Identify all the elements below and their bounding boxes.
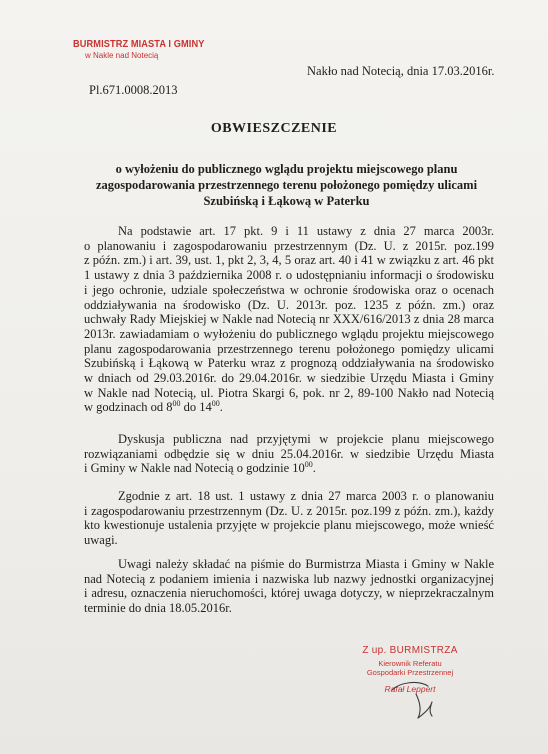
paragraph-line: w Nakle nad Notecią, ul. Piotra Skargi 6, pok. nr 2, 89-100 Nakło nad Notecią <box>84 385 494 400</box>
paragraph-public-discussion <box>84 432 494 476</box>
paragraph-line: kto kwestionuje ustalenia przyjęte w projekcie planu miejscowego, może wnieść <box>84 518 494 533</box>
signature-department: Gospodarki Przestrzennej <box>366 668 454 677</box>
hours-end-minutes: 00 <box>211 400 220 409</box>
reference-number: Pl.671.0008.2013 <box>89 83 178 97</box>
paragraph-line: uwagi. <box>84 533 118 548</box>
document-title: OBWIESZCZENIE <box>210 121 338 136</box>
hours-suffix: . <box>219 400 223 415</box>
discussion-time-prefix: i Gminy w Nakle nad Notecią o godzinie 10 <box>84 461 305 476</box>
signature-authority: Z up. BURMISTRZA <box>362 645 458 656</box>
stamp-office-location: w Nakle nad Notecią <box>85 51 159 60</box>
discussion-time-suffix: . <box>312 461 316 476</box>
paragraph-line: Na podstawie art. 17 pkt. 9 i 11 ustawy z dnia 27 marca 2003r. <box>118 224 494 238</box>
paragraph-line: 1 ustawy z dnia 3 października 2008 r. o udostępnianiu informacji o środowisku <box>84 268 494 283</box>
paragraph-line: w dniach od 29.03.2016r. do 29.04.2016r. w siedzibie Urzędu Miasta i Gminy <box>84 371 494 386</box>
paragraph-line: z późn. zm.) i art. 39, ust. 1, pkt 2, 3, 4, 5 oraz art. 40 i 41 w związku z art. 46 pkt <box>84 253 494 268</box>
paragraph-line <box>84 461 494 476</box>
signature-name: Rafał Leppert <box>384 684 436 694</box>
paragraph-legal-basis <box>84 224 494 415</box>
paragraph-line: i zagospodarowaniu przestrzennym (Dz. U. z 2015r. poz.199 z późn. zm.), każdy <box>84 503 494 518</box>
paragraph-line: o planowaniu i zagospodarowaniu przestrzennym (Dz. U. z 2015r. poz.199 <box>84 238 494 253</box>
paragraph-hours-line <box>84 400 494 415</box>
stamp-office-name: BURMISTRZ MIASTA I GMINY <box>73 38 205 50</box>
hours-start-minutes: 00 <box>172 400 181 409</box>
paragraph-line: i adresu, oznaczenia nieruchomości, której uwaga dotyczy, w nieprzekraczalnym <box>84 586 494 601</box>
subtitle-line: o wyłożeniu do publicznego wglądu projektu miejscowego planu <box>115 162 458 176</box>
paragraph-line: rozwiązaniami odbędzie się w dniu 25.04.2016r. w siedzibie Urzędu Miasta <box>84 446 494 461</box>
subtitle-line: zagospodarowania przestrzennego terenu położonego pomiędzy ulicami <box>95 178 478 192</box>
paragraph-right-to-comment <box>84 489 494 548</box>
paragraph-line: terminie do dnia 18.05.2016r. <box>84 601 232 616</box>
paragraph-line: Zgodnie z art. 18 ust. 1 ustawy z dnia 27 marca 2003 r. o planowaniu <box>118 489 494 503</box>
office-stamp <box>73 38 203 60</box>
discussion-time-minutes: 00 <box>304 461 313 470</box>
paragraph-line: nad Notecią z podaniem imienia i nazwiska lub nazwy jednostki organizacyjnej <box>84 571 494 586</box>
document-subtitle <box>84 161 489 209</box>
paragraph-line: oddziaływania na środowisko (Dz. U. 2013r. poz. 1235 z późn. zm.) oraz <box>84 297 494 312</box>
hours-prefix: w godzinach od 8 <box>84 400 173 415</box>
signature-position: Kierownik Referatu <box>378 659 442 668</box>
paragraph-line: Uwagi należy składać na piśmie do Burmistrza Miasta i Gminy w Nakle <box>118 557 494 571</box>
handwritten-signature <box>372 672 452 722</box>
paragraph-submission-info <box>84 557 494 616</box>
paragraph-line: i jego ochronie, udziale społeczeństwa w ochronie środowiska oraz o ocenach <box>84 282 494 297</box>
subtitle-line: Szubińską i Łąkową w Paterku <box>203 194 370 208</box>
place-and-date: Nakło nad Notecią, dnia 17.03.2016r. <box>307 64 495 78</box>
paragraph-line: Szubińską i Łąkową w Paterku wraz z prognozą oddziaływania na środowisko <box>84 356 494 371</box>
paragraph-line: uchwały Rady Miejskiej w Nakle nad Notecią nr XXX/616/2013 z dnia 28 marca <box>84 312 494 327</box>
paragraph-line: Dyskusja publiczna nad przyjętymi w projekcie planu miejscowego <box>118 432 494 446</box>
hours-mid: do 14 <box>180 400 212 415</box>
paragraph-line: planu zagospodarowania przestrzennego terenu położonego pomiędzy ulicami <box>84 341 494 356</box>
paragraph-line: 2013r. zawiadamiam o wyłożeniu do publicznego wglądu projektu miejscowego <box>84 326 494 341</box>
